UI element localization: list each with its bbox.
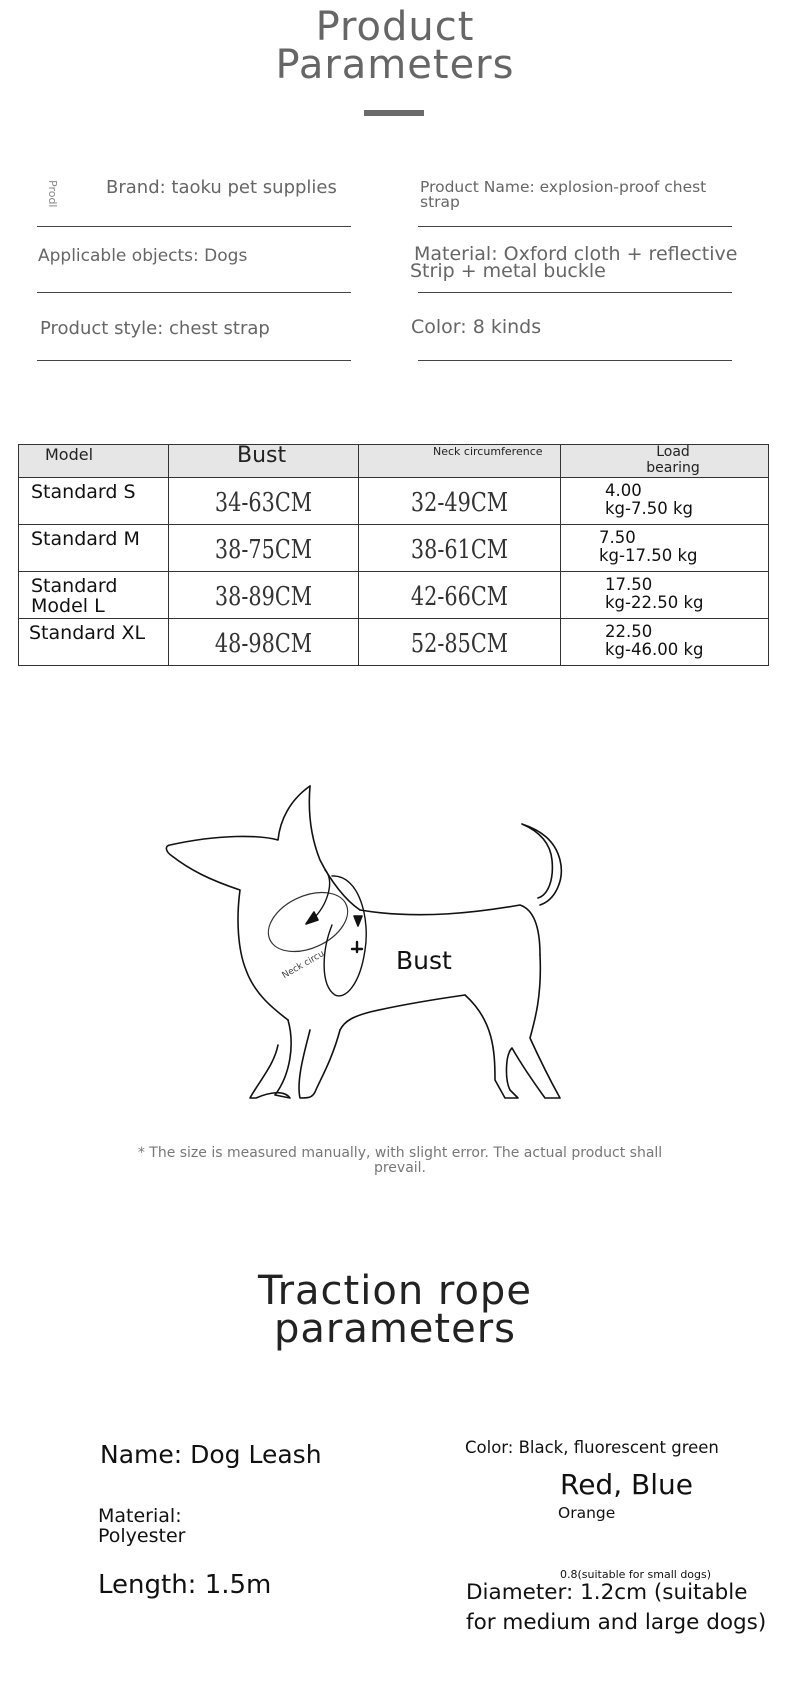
load-value xyxy=(599,529,698,565)
dog-outline-ear xyxy=(309,786,360,910)
material-line-2: Strip + metal buckle xyxy=(410,260,606,282)
neck-value: 38-61CM xyxy=(410,535,509,565)
neck-arrowhead xyxy=(306,912,318,924)
dog-diagram xyxy=(160,780,600,1140)
header-model xyxy=(19,445,169,478)
bust-tick xyxy=(352,942,362,952)
leash-color-line-2: Red, Blue xyxy=(560,1468,693,1501)
load-cell xyxy=(561,478,769,525)
load-line-1: 17.50 xyxy=(605,575,653,594)
note-line-1: * The size is measured manually, with slight error. The actual product shall xyxy=(137,1145,663,1161)
bust-cell xyxy=(169,572,359,619)
model-name-line-1: Standard XL xyxy=(29,622,146,644)
header-neck-label: Neck circumference xyxy=(433,445,543,458)
traction-title xyxy=(0,1268,790,1352)
leash-material-text xyxy=(98,1506,185,1546)
bust-diagram-label: Bust xyxy=(396,946,452,975)
model-name xyxy=(31,576,117,616)
product-parameters-title xyxy=(0,4,790,88)
product-name-line-2: strap xyxy=(420,193,460,211)
brand-text: Brand: taoku pet supplies xyxy=(106,177,337,198)
header-neck xyxy=(359,445,561,478)
table-row xyxy=(19,572,769,619)
traction-title-line-2: parameters xyxy=(273,1306,516,1352)
bust-value: 38-75CM xyxy=(214,535,313,565)
neck-cell xyxy=(359,619,561,666)
leash-color-line-1: Color: Black, fluorescent green xyxy=(465,1438,719,1457)
model-name xyxy=(29,623,145,643)
load-line-2: kg-22.50 kg xyxy=(605,593,704,612)
traction-title-line-1: Traction rope xyxy=(258,1268,532,1314)
bust-arrowhead xyxy=(354,916,362,926)
bust-measure-loop xyxy=(324,876,366,996)
bust-cell xyxy=(169,619,359,666)
bust-value: 48-98CM xyxy=(214,629,313,659)
header-bust xyxy=(169,445,359,478)
load-line-1: 7.50 xyxy=(599,528,636,547)
bust-value: 34-63CM xyxy=(214,488,313,518)
header-bust-label: Bust xyxy=(237,443,287,468)
load-line-2: kg-17.50 kg xyxy=(599,546,698,565)
model-name-line-1: Standard xyxy=(31,575,118,597)
divider xyxy=(37,292,351,293)
bust-cell xyxy=(169,525,359,572)
model-name-line-2: Model L xyxy=(31,595,105,617)
neck-cell xyxy=(359,572,561,619)
neck-value: 52-85CM xyxy=(410,629,509,659)
neck-diagram-label: Neck circu xyxy=(280,948,327,982)
product-name-text xyxy=(420,180,706,210)
load-cell xyxy=(561,525,769,572)
size-table-header xyxy=(19,445,769,478)
model-name xyxy=(31,529,140,549)
model-cell xyxy=(19,525,169,572)
load-line-1: 22.50 xyxy=(605,622,653,641)
measurement-note xyxy=(130,1146,670,1176)
dog-outline-front-leg xyxy=(250,1020,340,1098)
load-cell xyxy=(561,619,769,666)
model-cell xyxy=(19,572,169,619)
header-load-label xyxy=(633,444,713,476)
side-tiny-text: Prodl xyxy=(46,180,59,208)
model-cell xyxy=(19,478,169,525)
model-name xyxy=(31,482,136,502)
neck-value: 32-49CM xyxy=(410,488,509,518)
applicable-objects-text: Applicable objects: Dogs xyxy=(38,246,248,266)
neck-cell xyxy=(359,478,561,525)
divider xyxy=(418,226,732,227)
header-model-label: Model xyxy=(45,445,94,464)
load-line-1: 4.00 xyxy=(605,481,642,500)
divider xyxy=(418,292,732,293)
leash-diameter-line-1: Diameter: 1.2cm (suitable xyxy=(466,1580,748,1605)
divider xyxy=(418,360,732,361)
color-text: Color: 8 kinds xyxy=(411,316,542,338)
divider xyxy=(37,226,351,227)
table-row xyxy=(19,619,769,666)
load-line-2: kg-46.00 kg xyxy=(605,640,704,659)
product-name-line-1: Product Name: explosion-proof chest xyxy=(420,178,707,196)
title-line-1: Product xyxy=(315,4,475,50)
title-line-2: Parameters xyxy=(275,42,515,88)
model-name-line-1: Standard S xyxy=(31,481,136,503)
header-load-line-1: Load xyxy=(656,444,690,460)
dog-tail xyxy=(522,824,561,905)
title-underline-bar xyxy=(364,110,424,116)
leash-diameter-line-2: for medium and large dogs) xyxy=(466,1610,767,1635)
leash-color-line-3: Orange xyxy=(558,1504,616,1522)
table-row xyxy=(19,478,769,525)
neck-value: 42-66CM xyxy=(410,582,509,612)
material-line-1: Material: Oxford cloth + reflective xyxy=(414,243,738,265)
load-value xyxy=(605,482,693,518)
bust-value: 38-89CM xyxy=(214,582,313,612)
load-line-2: kg-7.50 kg xyxy=(605,499,693,518)
dog-outline-hind-leg xyxy=(465,955,560,1098)
leash-name-text: Name: Dog Leash xyxy=(100,1440,322,1469)
leash-material-line-2: Polyester xyxy=(98,1525,186,1547)
model-name-line-1: Standard M xyxy=(31,528,140,550)
neck-cell xyxy=(359,525,561,572)
leash-length-text: Length: 1.5m xyxy=(98,1570,272,1600)
size-table xyxy=(18,444,769,666)
divider xyxy=(37,360,351,361)
leash-small-note: 0.8(suitable for small dogs) xyxy=(560,1568,712,1581)
bust-cell xyxy=(169,478,359,525)
leash-material-line-1: Material: xyxy=(98,1505,182,1527)
load-cell xyxy=(561,572,769,619)
model-cell xyxy=(19,619,169,666)
load-value xyxy=(605,576,704,612)
header-load xyxy=(561,445,769,478)
note-line-2: prevail. xyxy=(373,1160,427,1176)
table-row xyxy=(19,525,769,572)
dog-outline-belly xyxy=(340,995,465,1030)
product-style-text: Product style: chest strap xyxy=(40,318,270,339)
leash-diameter-text xyxy=(466,1578,766,1638)
header-load-line-2: bearing xyxy=(646,460,700,476)
material-text xyxy=(410,243,738,282)
load-value xyxy=(605,623,704,659)
